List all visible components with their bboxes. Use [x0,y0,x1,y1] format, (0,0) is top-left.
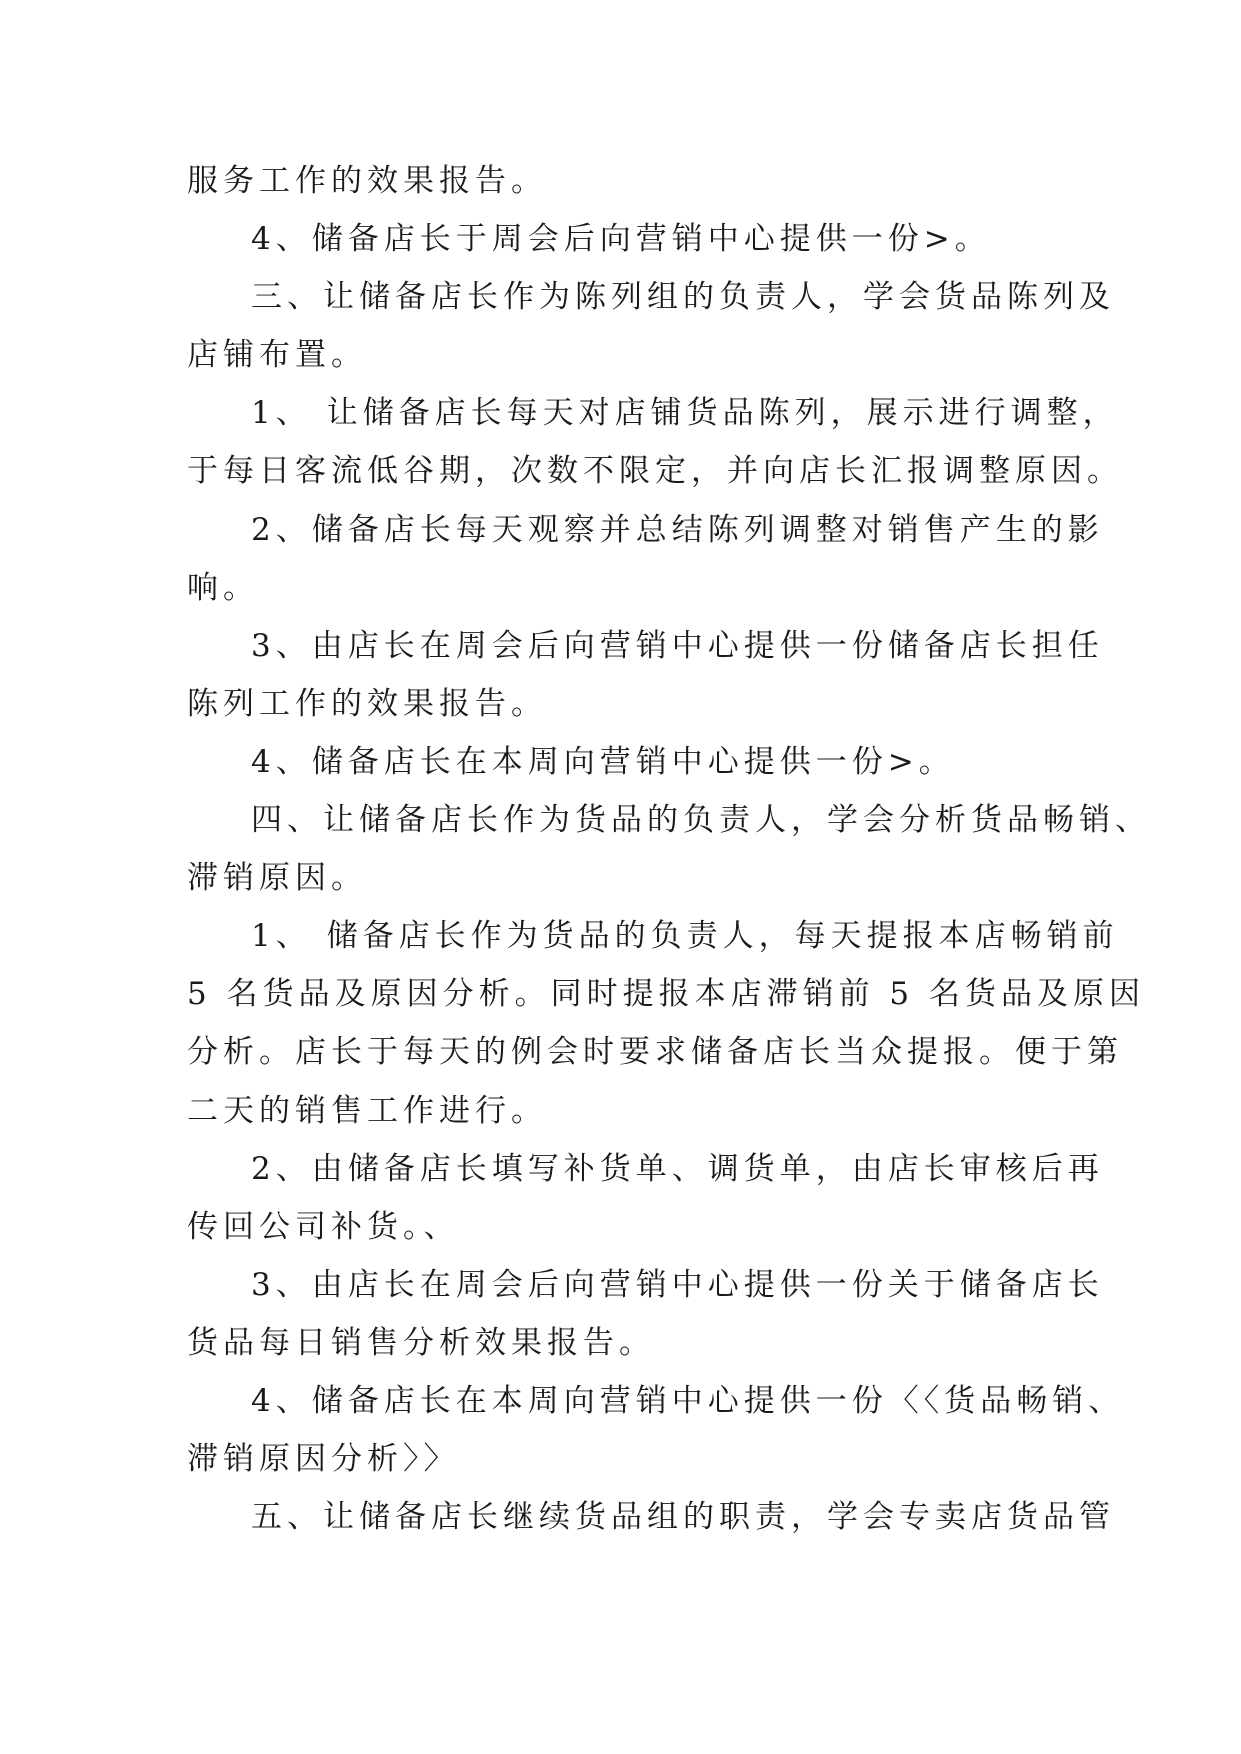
text-line: 5 名货品及原因分析。同时提报本店滞销前 5 名货品及原因 [187,976,1146,1013]
list-item: 3、由店长在周会后向营销中心提供一份储备店长担任 [251,627,1104,664]
section-heading: 三、让储备店长作为陈列组的负责人，学会货品陈列及 [251,279,1115,316]
section-heading: 五、让储备店长继续货品组的职责，学会专卖店货品管 [251,1499,1115,1536]
list-item: 4、储备店长于周会后向营销中心提供一份>。 [251,221,991,258]
text-line: 货品每日销售分析效果报告。 [187,1324,655,1361]
list-item: 1、 储备店长作为货品的负责人，每天提报本店畅销前 [251,918,1119,955]
list-item: 4、储备店长在本周向营销中心提供一份〈〈货品畅销、 [251,1382,1125,1419]
document-body [187,152,1151,1546]
list-item: 2、储备店长每天观察并总结陈列调整对销售产生的影 [251,511,1104,548]
text-line: 响。 [187,569,259,606]
text-line: 陈列工作的效果报告。 [187,685,547,722]
text-line: 传回公司补货。、 [187,1208,460,1245]
text-line: 分析。店长于每天的例会时要求储备店长当众提报。便于第 [187,1034,1123,1071]
list-item: 3、由店长在周会后向营销中心提供一份关于储备店长 [251,1266,1104,1303]
section-heading-continued: 店铺布置。 [187,337,367,374]
section-heading-continued: 滞销原因。 [187,860,367,897]
list-item: 2、由储备店长填写补货单、调货单，由店长审核后再 [251,1150,1104,1187]
list-item: 4、储备店长在本周向营销中心提供一份>。 [251,743,955,780]
section-heading: 四、让储备店长作为货品的负责人，学会分析货品畅销、 [251,802,1151,839]
text-line: 服务工作的效果报告。 [187,163,547,199]
text-line: 滞销原因分析〉〉 [187,1441,460,1478]
text-line: 二天的销售工作进行。 [187,1092,547,1129]
text-line: 于每日客流低谷期，次数不限定，并向店长汇报调整原因。 [187,453,1123,490]
list-item: 1、 让储备店长每天对店铺货品陈列，展示进行调整， [251,395,1119,432]
